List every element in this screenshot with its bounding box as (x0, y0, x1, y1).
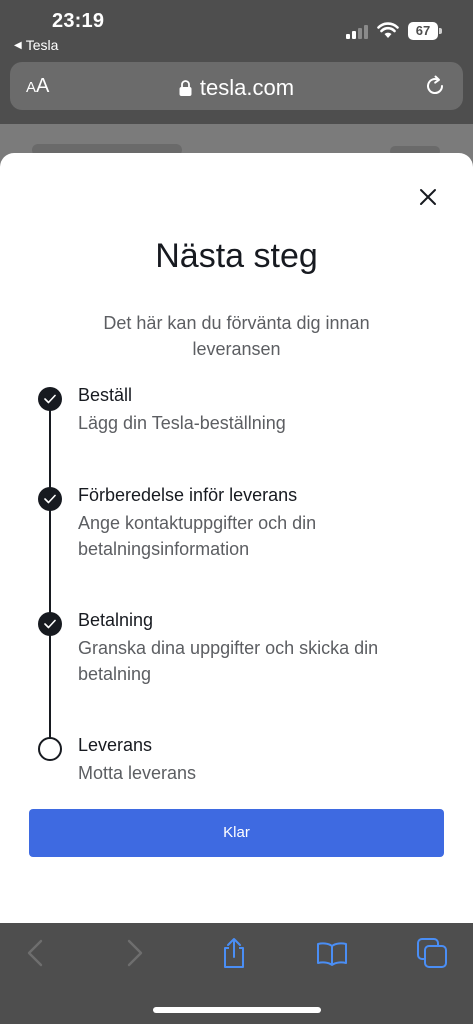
status-bar (0, 0, 473, 58)
back-triangle-icon: ◀ (14, 39, 22, 51)
step-description: Motta leverans (78, 763, 197, 783)
back-to-app-link[interactable] (14, 37, 58, 53)
step-title: Leverans (78, 735, 153, 755)
back-arrow-icon[interactable] (20, 937, 52, 969)
timeline-line (49, 397, 51, 747)
cellular-signal-icon (346, 25, 370, 39)
step-complete-indicator (38, 387, 62, 411)
tabs-icon[interactable] (416, 937, 448, 969)
text-size-large-a: A (36, 75, 50, 97)
back-app-label: Tesla (25, 37, 59, 53)
wifi-icon (377, 21, 399, 39)
modal-subtitle: Det här kan du förvänta dig innan leveransen (103, 313, 370, 359)
address-bar[interactable] (10, 62, 463, 110)
check-icon (44, 619, 56, 629)
step-description: Ange kontaktuppgifter och din betalningsinformation (78, 513, 317, 559)
forward-arrow-icon[interactable] (118, 937, 150, 969)
modal-title: Nästa steg (155, 237, 318, 275)
done-button[interactable]: Klar (29, 809, 444, 857)
battery-nub (439, 28, 442, 34)
check-icon (44, 394, 56, 404)
share-icon[interactable] (218, 937, 250, 969)
lock-icon (179, 80, 192, 96)
browser-top-bar (0, 58, 473, 124)
reload-icon[interactable] (423, 74, 447, 98)
url-display[interactable] (10, 75, 463, 101)
step-pending-indicator (38, 737, 62, 761)
url-text: tesla.com (199, 75, 295, 100)
step-complete-indicator (38, 487, 62, 511)
home-indicator (153, 1007, 321, 1013)
battery-indicator (408, 22, 442, 40)
step-complete-indicator (38, 612, 62, 636)
next-steps-modal (0, 153, 473, 923)
close-icon[interactable] (416, 185, 440, 209)
check-icon (44, 494, 56, 504)
step-title: Förberedelse inför leverans (78, 485, 298, 505)
clock: 23:19 (52, 10, 105, 32)
text-size-small-a: A (26, 79, 37, 96)
step-description: Granska dina uppgifter och skicka din betalning (78, 638, 379, 684)
step-title: Beställ (78, 385, 133, 405)
step-description: Lägg din Tesla-beställning (78, 413, 286, 433)
step-title: Betalning (78, 610, 154, 630)
battery-level: 67 (408, 22, 438, 40)
bookmarks-icon[interactable] (316, 937, 348, 969)
